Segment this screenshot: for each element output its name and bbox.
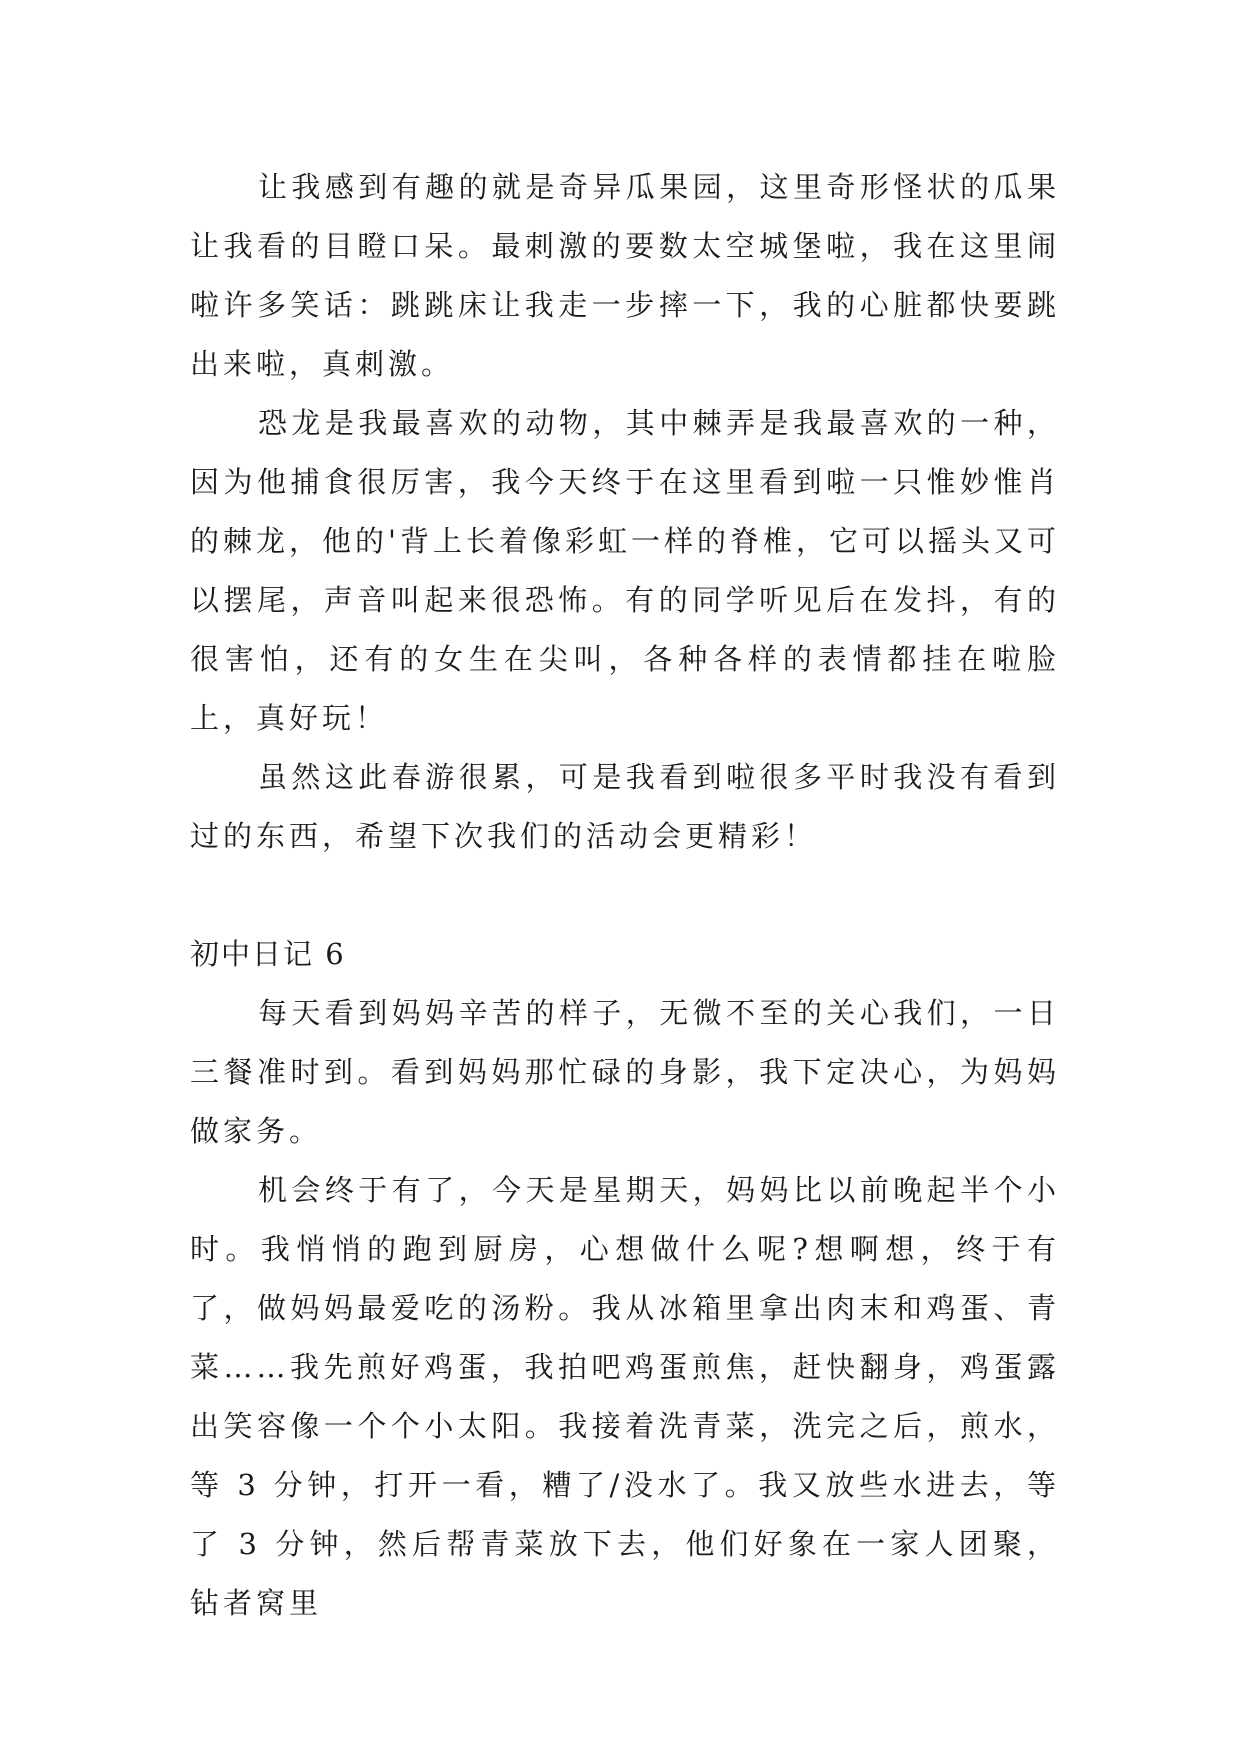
paragraph: 每天看到妈妈辛苦的样子，无微不至的关心我们，一日三餐准时到。看到妈妈那忙碌的身影，我下定决心，为妈妈做家务。	[190, 996, 1060, 1148]
paragraph: 让我感到有趣的就是奇异瓜果园，这里奇形怪状的瓜果让我看的目瞪口呆。最刺激的要数太空城堡啦，我在这里闹啦许多笑话：跳跳床让我走一步摔一下，我的心脏都快要跳出来啦，真刺激。	[190, 170, 1060, 381]
diary-entry-title: 初中日记 6	[190, 937, 346, 971]
paragraph: 机会终于有了，今天是星期天，妈妈比以前晚起半个小时。我悄悄的跑到厨房，心想做什么呢?想啊想，终于有了，做妈妈最爱吃的汤粉。我从冰箱里拿出肉末和鸡蛋、青菜……我先煎好鸡蛋，我拍吧鸡蛋煎焦，赶快翻身，鸡蛋露出笑容像一个个小太阳。我接着洗青菜，洗完之后，煎水，等 3 分钟，打开一看，糟了/没水了。我又放些水进去，等了 3 分钟，然后帮青菜放下去，他们好象在一家人团聚，钻者窝里	[190, 1173, 1060, 1620]
paragraph: 恐龙是我最喜欢的动物，其中棘弄是我最喜欢的一种，因为他捕食很厉害，我今天终于在这里看到啦一只惟妙惟肖的棘龙，他的'背上长着像彩虹一样的脊椎，它可以摇头又可以摆尾，声音叫起来很恐怖。有的同学听见后在发抖，有的很害怕，还有的女生在尖叫，各种各样的表情都挂在啦脸上，真好玩！	[190, 406, 1060, 735]
paragraph: 虽然这此春游很累，可是我看到啦很多平时我没有看到过的东西，希望下次我们的活动会更精彩！	[190, 760, 1060, 853]
document-body	[190, 158, 1060, 1633]
